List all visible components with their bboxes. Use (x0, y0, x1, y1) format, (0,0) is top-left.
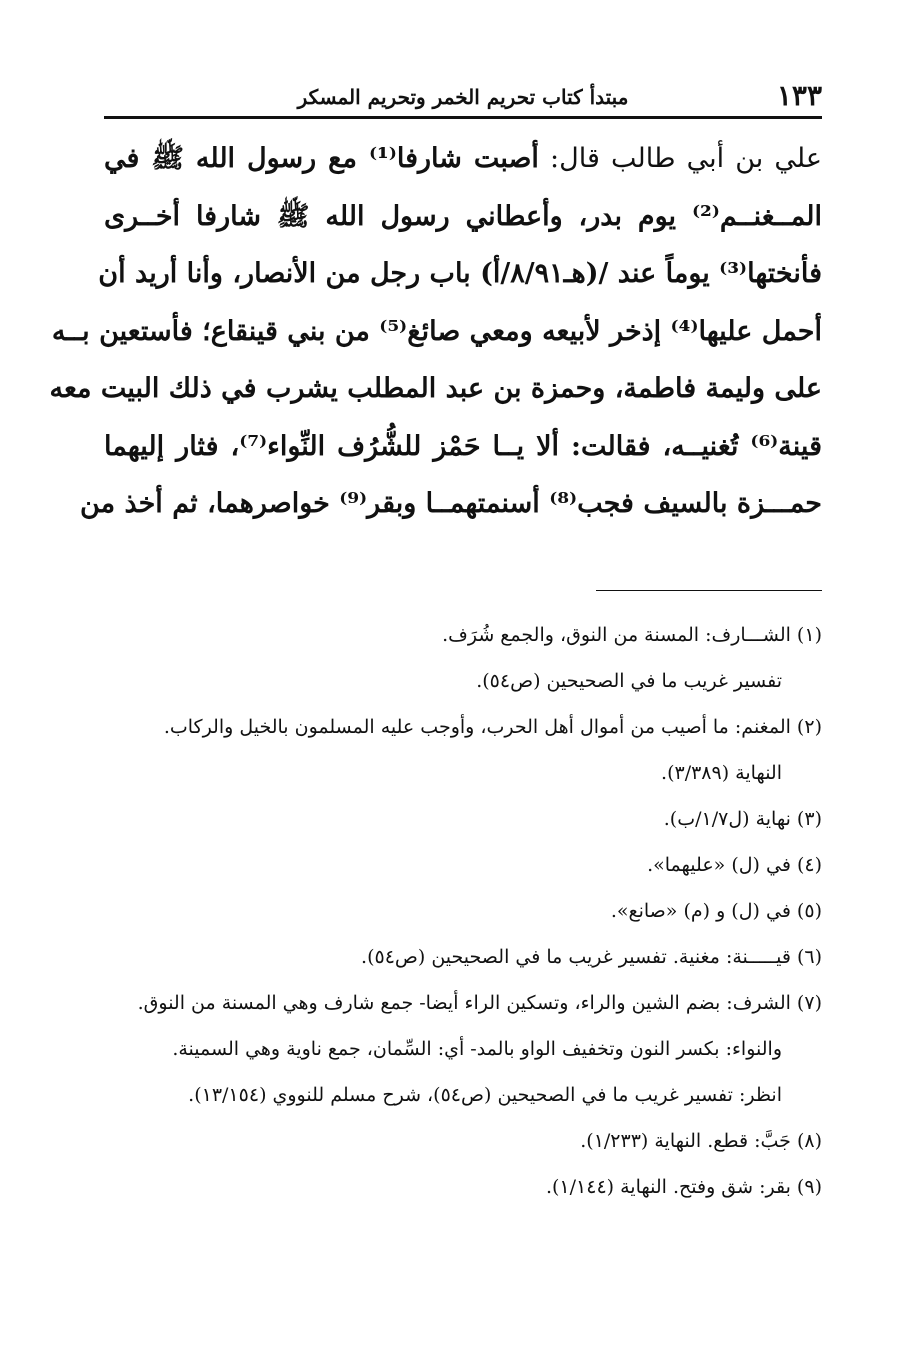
header-rule (104, 116, 822, 119)
body-line-bold: فأنختها⁽³⁾ يوماً عند /(هـ٨/٩١/أ) باب رجل من الأنصار، وأنا أريد أن (98, 258, 822, 289)
body-line-bold: المــغنــم⁽²⁾ يوم بدر، وأعطاني رسول الله ﷺ شارفا أخــرى (104, 200, 822, 232)
page-number: ١٣٣ (776, 79, 822, 112)
running-title: مبتدأ كتاب تحريم الخمر وتحريم المسكر (297, 85, 629, 109)
main-text (49, 130, 822, 533)
footnote: النهاية (٣/٣٨٩). (661, 762, 782, 784)
body-line-bold: حمـــزة بالسيف فجب⁽⁸⁾ أسنمتهمــا وبقر⁽⁹⁾ خواصرهما، ثم أخذ من (80, 488, 822, 519)
footnotes (104, 612, 822, 1210)
body-line (51, 303, 822, 361)
footnote: (٧) الشرف: بضم الشين والراء، وتسكين الراء أيضا- جمع شارف وهي المسنة من النوق. (137, 992, 822, 1014)
body-line (98, 245, 822, 303)
footnote: (٥) في (ل) و (م) «صانع». (610, 900, 822, 922)
page-header (104, 80, 822, 116)
footnote: تفسير غريب ما في الصحيحين (ص٥٤). (476, 670, 782, 692)
body-line (104, 130, 822, 188)
body-line (80, 475, 822, 533)
footnote: (١) الشـــارف: المسنة من النوق، والجمع شُرَف. (442, 624, 822, 646)
body-line-plain: علي بن أبي طالب قال: (538, 143, 822, 174)
footnote: (٢) المغنم: ما أصيب من أموال أهل الحرب، وأوجب عليه المسلمون بالخيل والركاب. (163, 716, 822, 738)
footnote: (٤) في (ل) «عليهما». (647, 854, 822, 876)
footnote: (٩) بقر: شق وفتح. النهاية (١/١٤٤). (545, 1176, 822, 1198)
footnote: انظر: تفسير غريب ما في الصحيحين (ص٥٤)، شرح مسلم للنووي (١٣/١٥٤). (188, 1084, 782, 1106)
body-line (49, 360, 822, 418)
footnote: (٨) جَبَّ: قطع. النهاية (١/٢٣٣). (580, 1130, 822, 1152)
footnote: والنواء: بكسر النون وتخفيف الواو بالمد- أي: السِّمان، جمع ناوية وهي السمينة. (172, 1038, 782, 1060)
body-line-bold: أصبت شارفا⁽¹⁾ مع رسول الله ﷺ في (104, 143, 539, 174)
body-line (104, 418, 822, 476)
body-line-bold: قينة⁽⁶⁾ تُغنيــه، فقالت: ألا يــا حَمْز للشُّرُف النِّواء⁽⁷⁾، فثار إليهما (104, 430, 822, 462)
body-line (104, 188, 822, 246)
footnote: (٣) نهاية (ل١/٧/ب). (663, 808, 822, 830)
body-line-bold: على وليمة فاطمة، وحمزة بن عبد المطلب يشرب في ذلك البيت معه (49, 373, 822, 404)
footnote: (٦) قيـــــنة: مغنية. تفسير غريب ما في الصحيحين (ص٥٤). (361, 946, 822, 968)
footnote-separator (596, 590, 822, 591)
body-line-bold: أحمل عليها⁽⁴⁾ إذخر لأبيعه ومعي صائغ⁽⁵⁾ من بني قينقاع؛ فأستعين بــه (51, 315, 822, 347)
